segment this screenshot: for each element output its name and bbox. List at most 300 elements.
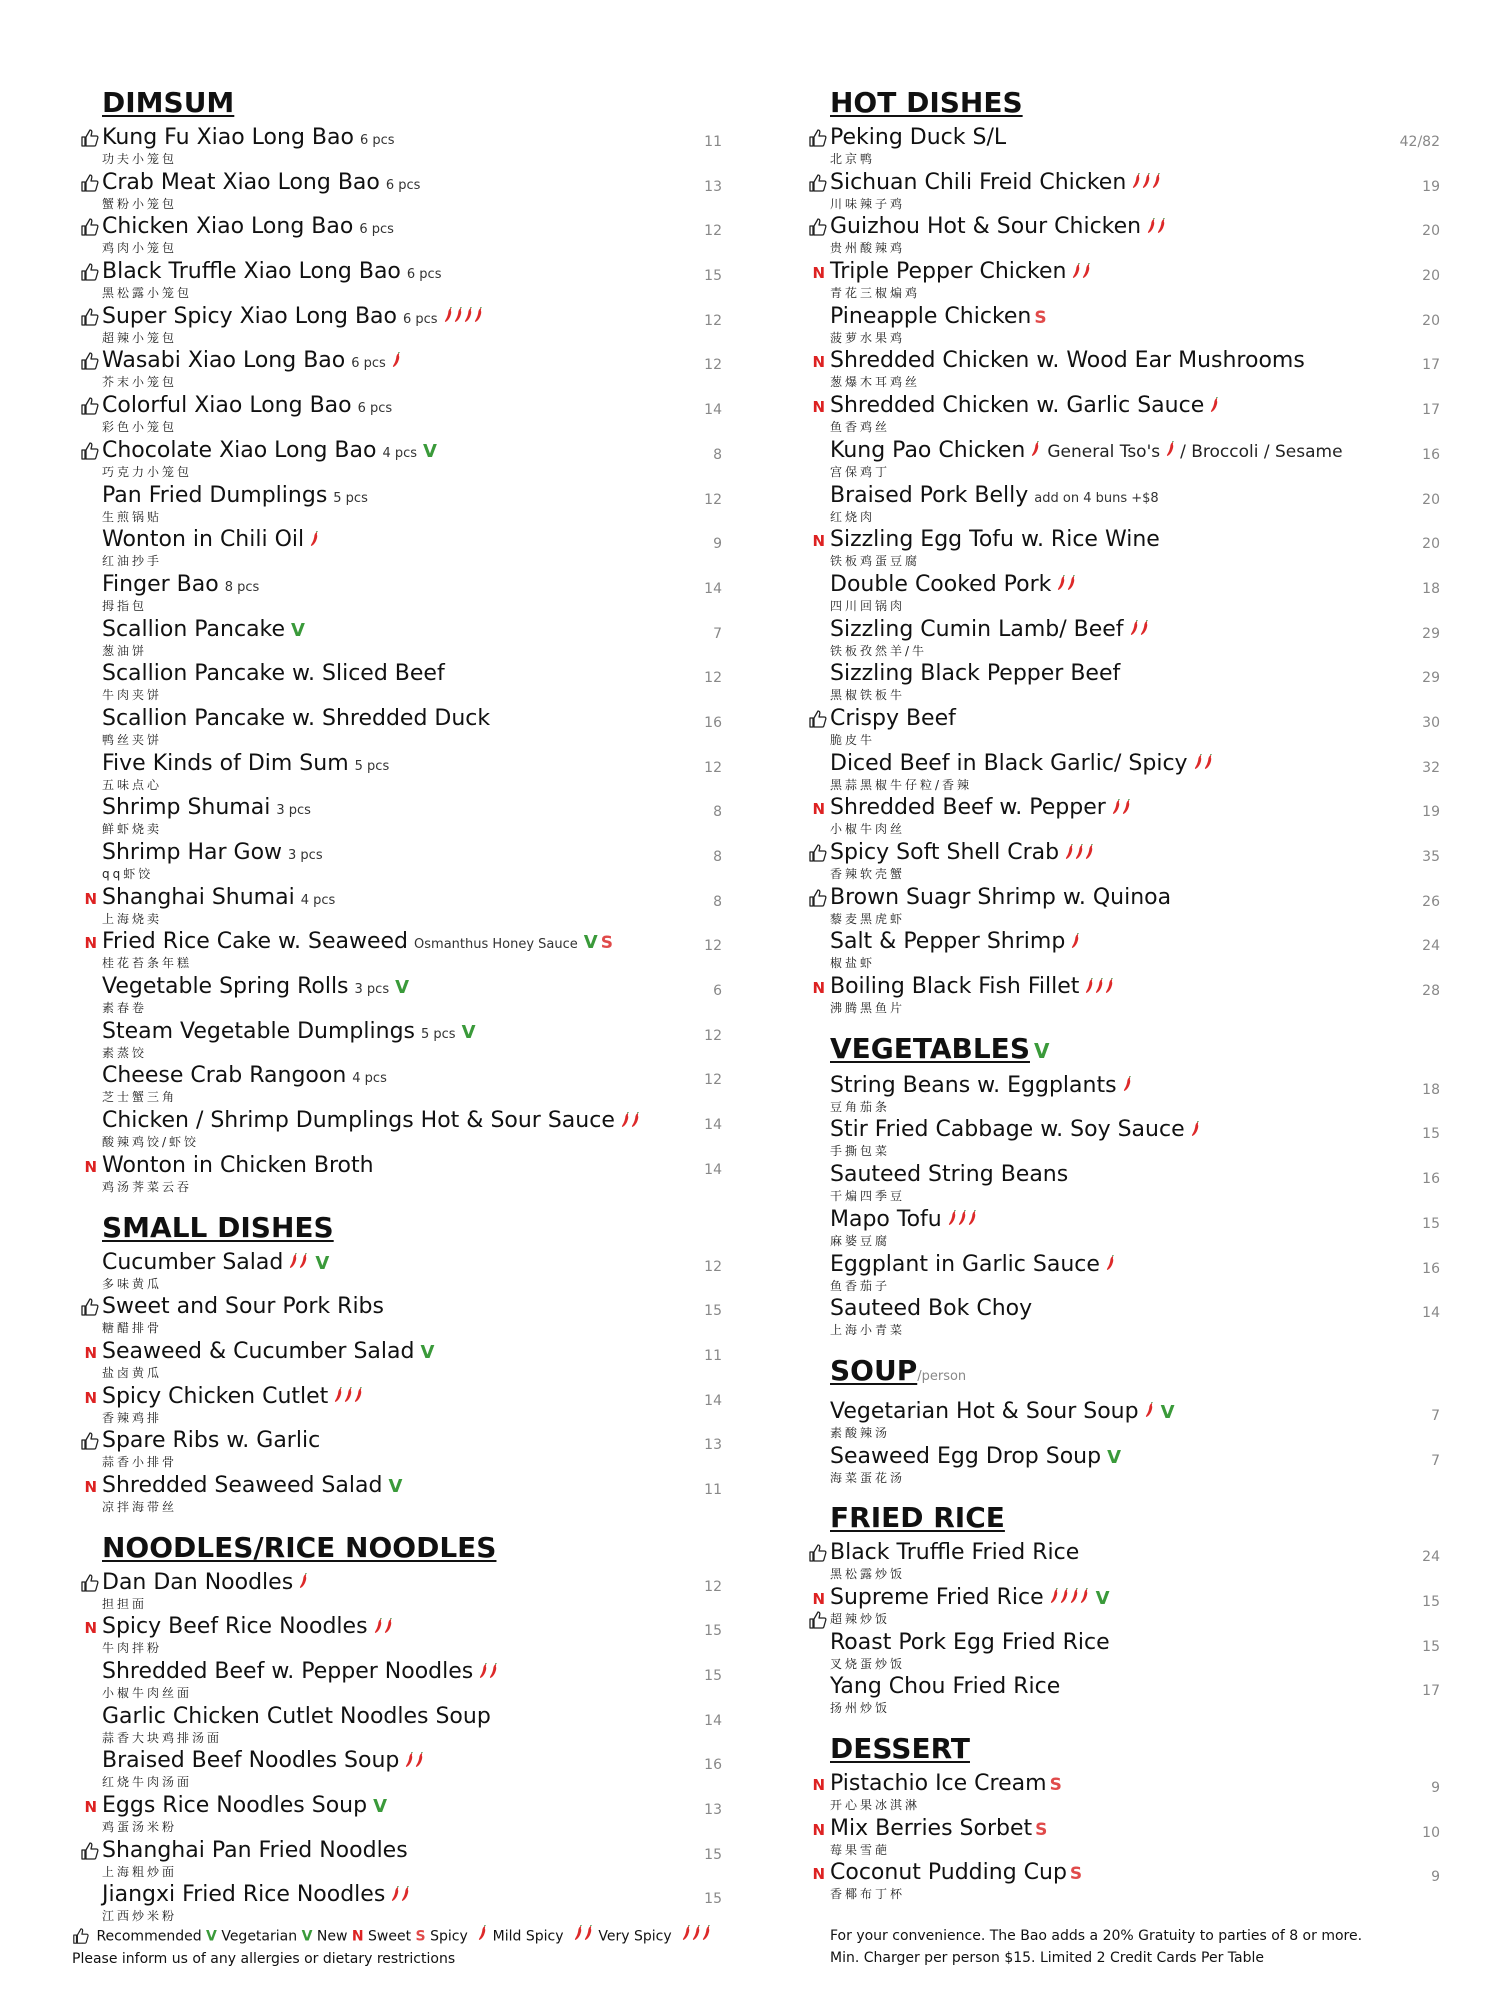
section-title (830, 1732, 1440, 1766)
menu-item (800, 884, 1440, 929)
item-chinese-name: 糖醋排骨 (102, 1321, 163, 1336)
item-price: 20 (1422, 491, 1440, 508)
item-line (830, 884, 1440, 912)
item-chinese-name: 蒜香小排骨 (102, 1455, 178, 1470)
item-price: 24 (1422, 938, 1440, 955)
item-markers (66, 262, 100, 284)
item-chinese-name: 黑松露炒饭 (830, 1567, 906, 1582)
item-markers (66, 1751, 100, 1773)
item-price: 20 (1422, 268, 1440, 285)
menu-item (800, 1072, 1440, 1117)
sweet-mark: S (1034, 307, 1047, 328)
item-name: Cucumber Salad (102, 1249, 284, 1275)
item-line (102, 303, 722, 331)
item-markers (794, 1402, 828, 1424)
item-markers (794, 620, 828, 642)
item-price: 20 (1422, 536, 1440, 553)
menu-item (800, 1815, 1440, 1860)
menu-item (800, 794, 1440, 839)
item-price: 12 (704, 312, 722, 329)
menu-item (800, 303, 1440, 348)
vegetarian-mark: V (423, 440, 437, 462)
item-markers (794, 709, 828, 731)
thumbs-up-icon (80, 307, 100, 327)
menu-item (72, 1472, 722, 1517)
chili-pepper-icon (1147, 215, 1167, 243)
chili-pepper-icon (299, 1570, 309, 1598)
item-line (102, 1569, 722, 1597)
item-name: Kung Fu Xiao Long Bao (102, 125, 354, 150)
item-chinese-name: 红油抄手 (102, 554, 163, 569)
item-markers (66, 1476, 100, 1498)
item-price: 9 (1431, 1780, 1440, 1796)
item-line (830, 794, 1440, 822)
legend-veg-mark: V (206, 1928, 217, 1945)
new-mark: N (812, 1820, 825, 1839)
item-chinese-name: 功夫小笼包 (102, 152, 178, 166)
item-line (830, 1398, 1440, 1426)
item-name: Shredded Seaweed Salad (102, 1472, 383, 1498)
section-title-text: DESSERT (830, 1732, 970, 1765)
menu-item (72, 1338, 722, 1383)
menu-item (800, 705, 1440, 750)
item-name: Braised Beef Noodles Soup (102, 1748, 400, 1774)
item-price: 42/82 (1399, 134, 1440, 150)
item-name: Five Kinds of Dim Sum (102, 750, 349, 776)
item-name: Shredded Beef w. Pepper (830, 795, 1106, 821)
item-name: Yang Chou Fried Rice (830, 1674, 1061, 1700)
thumbs-up-icon (808, 128, 828, 148)
chili-pepper-icon (478, 1925, 488, 1948)
item-markers (66, 486, 100, 508)
menu-item (72, 1107, 722, 1152)
item-name: Wonton in Chicken Broth (102, 1152, 374, 1178)
item-line (830, 1584, 1440, 1612)
item-line (830, 169, 1440, 197)
legend-new: New (316, 1928, 348, 1945)
chili-pepper-icon (948, 1207, 978, 1235)
chili-pepper-icon (1194, 751, 1214, 779)
item-price: 14 (704, 1117, 722, 1134)
item-markers (66, 932, 100, 954)
item-chinese-name: 麻婆豆腐 (830, 1233, 891, 1248)
item-line (102, 1107, 722, 1135)
legend-veg-mark: V (301, 1928, 313, 1945)
chili-pepper-icon (479, 1660, 499, 1688)
item-price: 8 (713, 804, 722, 821)
new-mark: N (84, 1388, 97, 1407)
item-name: Coconut Pudding Cup (830, 1860, 1067, 1886)
sweet-mark: S (1035, 1819, 1048, 1840)
menu-item (800, 1206, 1440, 1251)
item-chinese-name: 铁板孜然羊/牛 (830, 643, 928, 658)
item-name: Eggs Rice Noodles Soup (102, 1793, 368, 1819)
menu-item (72, 1152, 722, 1197)
menu-item (72, 124, 722, 169)
section-title-suffix: /person (917, 1368, 967, 1384)
item-name: Shanghai Shumai (102, 884, 295, 910)
item-portion: 4 pcs (300, 892, 336, 908)
item-chinese-name: 黑松露小笼包 (102, 286, 193, 301)
item-name: Shredded Chicken w. Wood Ear Mushrooms (830, 348, 1305, 374)
item-chinese-name: 黑椒铁板牛 (830, 688, 906, 703)
item-line (102, 124, 722, 152)
item-line (830, 1443, 1440, 1471)
menu-item (800, 616, 1440, 661)
sweet-mark: S (1069, 1864, 1083, 1885)
item-portion: 6 pcs (385, 177, 421, 193)
item-portion: 6 pcs (351, 356, 386, 372)
chili-pepper-icon (334, 1384, 364, 1412)
item-markers (66, 1707, 100, 1729)
item-line (102, 1703, 722, 1731)
legend (72, 1925, 712, 1970)
item-chinese-name: 贵州酸辣鸡 (830, 241, 906, 256)
item-markers (794, 1076, 828, 1098)
item-price: 24 (1422, 1549, 1440, 1566)
item-line (102, 616, 722, 644)
section-title (830, 86, 1440, 120)
item-line (102, 526, 722, 554)
item-line (102, 482, 722, 510)
item-portion: 6 pcs (406, 267, 442, 283)
chili-pepper-icon (1071, 930, 1081, 958)
item-chinese-name: 素蒸饺 (102, 1045, 148, 1060)
item-chinese-name: 北京鸭 (830, 152, 876, 166)
new-mark: N (812, 1589, 825, 1608)
gratuity-notice (830, 1925, 1362, 1969)
item-chinese-name: 手撕包菜 (830, 1144, 891, 1159)
item-chinese-name: 鱼香茄子 (830, 1278, 891, 1293)
item-markers (66, 1662, 100, 1684)
menu-item (72, 1881, 722, 1926)
chili-pepper-icon (1132, 170, 1162, 198)
menu-item (72, 839, 722, 884)
item-line (102, 794, 722, 822)
item-markers (794, 1120, 828, 1142)
item-chinese-name: 鸡肉小笼包 (102, 241, 178, 256)
item-name: Supreme Fried Rice (830, 1584, 1044, 1610)
item-name: Diced Beef in Black Garlic/ Spicy (830, 750, 1188, 776)
item-price: 17 (1422, 402, 1440, 419)
new-mark: N (84, 1619, 97, 1638)
thumbs-up-icon (80, 441, 100, 461)
menu-item (72, 526, 722, 571)
thumbs-up-icon (808, 709, 828, 729)
menu-item (800, 973, 1440, 1018)
menu-item (72, 1427, 722, 1472)
item-price: 15 (1422, 1638, 1440, 1655)
item-name: Shredded Beef w. Pepper Noodles (102, 1659, 474, 1684)
item-markers (794, 888, 828, 910)
menu-item (800, 1629, 1440, 1674)
menu-item (800, 392, 1440, 437)
item-line (102, 1881, 722, 1909)
item-markers (66, 620, 100, 642)
item-name: Wonton in Chili Oil (102, 527, 305, 553)
item-name: Eggplant in Garlic Sauce (830, 1251, 1100, 1277)
thumbs-up-icon (808, 843, 828, 863)
section-title-text: HOT DISHES (830, 86, 1023, 119)
thumbs-up-icon (808, 173, 828, 193)
item-name: Scallion Pancake w. Sliced Beef (102, 661, 445, 687)
menu-item (72, 1569, 722, 1614)
item-chinese-name: 红烧肉 (830, 509, 876, 524)
item-markers (794, 1210, 828, 1232)
item-price: 14 (704, 1161, 722, 1178)
item-price: 20 (1422, 312, 1440, 329)
item-line (102, 437, 722, 465)
item-price: 18 (1422, 1081, 1440, 1098)
item-chinese-name: 黑蒜黑椒牛仔粒/香辣 (830, 777, 973, 792)
item-markers (66, 1617, 100, 1639)
item-chinese-name: 凉拌海带丝 (102, 1499, 178, 1514)
item-name: Brown Suagr Shrimp w. Quinoa (830, 884, 1172, 910)
item-line (830, 973, 1440, 1001)
menu-item (72, 258, 722, 303)
chili-pepper-icon (1166, 438, 1176, 466)
item-chinese-name: 拇指包 (102, 598, 148, 613)
item-price: 17 (1422, 357, 1440, 374)
item-chinese-name: 葱爆木耳鸡丝 (830, 375, 921, 390)
menu-item (72, 928, 722, 973)
item-line (830, 1673, 1440, 1701)
item-price: 15 (704, 268, 722, 285)
item-line (830, 1770, 1440, 1798)
item-markers (794, 351, 828, 373)
item-markers (66, 1156, 100, 1178)
legend-mild-spicy: Mild Spicy (492, 1928, 564, 1945)
item-line (830, 347, 1440, 375)
section-title (830, 1501, 1440, 1535)
section-title (102, 86, 722, 120)
item-markers (66, 1253, 100, 1275)
item-name: Garlic Chicken Cutlet Noodles Soup (102, 1703, 491, 1729)
vegetarian-mark: V (395, 977, 410, 999)
item-price: 7 (713, 625, 722, 642)
item-name: Wasabi Xiao Long Bao (102, 348, 346, 374)
item-line (102, 1018, 722, 1046)
item-name: Stir Fried Cabbage w. Soy Sauce (830, 1117, 1185, 1143)
item-chinese-name: 香辣鸡排 (102, 1410, 163, 1425)
item-price: 13 (704, 1437, 722, 1454)
item-markers (794, 1863, 828, 1885)
item-markers (794, 1165, 828, 1187)
right-column (800, 72, 1440, 1904)
menu-item (72, 437, 722, 482)
item-line (830, 1815, 1440, 1843)
item-line (102, 1472, 722, 1500)
item-name: Mapo Tofu (830, 1206, 942, 1232)
item-name: Chocolate Xiao Long Bao (102, 437, 377, 463)
item-line (102, 1613, 722, 1641)
item-portion: 6 pcs (402, 311, 438, 327)
item-markers (66, 1022, 100, 1044)
item-portion: 5 pcs (333, 490, 368, 506)
menu-item (72, 884, 722, 929)
chili-pepper-icon (1145, 1399, 1155, 1427)
sweet-mark: S (1049, 1775, 1062, 1795)
new-mark: N (812, 1865, 825, 1884)
item-price: 30 (1422, 714, 1440, 731)
item-name: Salt & Pepper Shrimp (830, 929, 1066, 955)
thumbs-up-icon (80, 1573, 100, 1593)
item-line (830, 1206, 1440, 1234)
item-line (830, 1629, 1440, 1657)
item-line (102, 1658, 722, 1686)
legend-sweet: Sweet (368, 1928, 412, 1945)
item-chinese-name: 莓果雪葩 (830, 1842, 891, 1857)
item-price: 15 (704, 1623, 722, 1640)
item-markers (794, 1677, 828, 1699)
item-markers (794, 441, 828, 463)
item-markers (66, 843, 100, 865)
chili-pepper-icon (574, 1925, 594, 1948)
item-markers (66, 1841, 100, 1863)
item-chinese-name: 担担面 (102, 1596, 148, 1611)
menu-item (800, 1398, 1440, 1443)
item-name: Roast Pork Egg Fried Rice (830, 1629, 1110, 1655)
item-line (830, 437, 1440, 465)
item-chinese-name: 川味辣子鸡 (830, 196, 906, 211)
item-chinese-name: 芥末小笼包 (102, 375, 178, 390)
item-line (830, 616, 1440, 644)
vegetarian-mark: V (461, 1021, 476, 1043)
menu-item (72, 571, 722, 616)
menu-item (800, 1443, 1440, 1488)
item-price: 16 (1422, 1260, 1440, 1277)
item-price: 14 (704, 402, 722, 419)
item-name: Double Cooked Pork (830, 571, 1052, 597)
legend-new-mark: N (351, 1928, 364, 1945)
menu-item (72, 616, 722, 661)
section-title-text: NOODLES/RICE NOODLES (102, 1530, 497, 1564)
item-markers (794, 1819, 828, 1841)
item-line (830, 482, 1440, 510)
item-name: Sauteed Bok Choy (830, 1296, 1033, 1322)
item-price: 10 (1422, 1824, 1440, 1841)
item-price: 15 (1422, 1126, 1440, 1143)
item-line (830, 1295, 1440, 1323)
item-line (102, 973, 722, 1001)
new-mark: N (84, 1798, 97, 1817)
item-markers (794, 486, 828, 508)
item-price: 16 (704, 1757, 722, 1774)
thumbs-up-icon (80, 262, 100, 282)
item-chinese-name: 蟹粉小笼包 (102, 196, 178, 211)
item-line (830, 928, 1440, 956)
chili-pepper-icon (392, 349, 402, 377)
item-markers (794, 128, 828, 150)
item-name: Colorful Xiao Long Bao (102, 393, 352, 419)
new-mark: N (84, 1477, 97, 1496)
vegetarian-mark: V (373, 1796, 388, 1818)
menu-item (72, 482, 722, 527)
new-mark: N (84, 889, 97, 908)
vegetarian-mark: V (291, 619, 305, 641)
item-name: Braised Pork Belly (830, 482, 1029, 508)
item-name: String Beans w. Eggplants (830, 1072, 1117, 1098)
item-price: 15 (704, 1891, 722, 1908)
item-chinese-name: 干煸四季豆 (830, 1189, 906, 1204)
item-line (830, 1161, 1440, 1189)
item-line (102, 705, 722, 733)
item-markers (794, 843, 828, 865)
item-markers (794, 1299, 828, 1321)
allergy-notice: Please inform us of any allergies or dietary restrictions (72, 1951, 456, 1967)
item-price: 11 (704, 1347, 722, 1364)
thumbs-up-icon (72, 1927, 92, 1947)
item-price: 12 (704, 357, 722, 374)
chili-pepper-icon (1050, 1585, 1090, 1613)
item-line (830, 571, 1440, 599)
item-name: Super Spicy Xiao Long Bao (102, 303, 397, 329)
item-name: Chicken / Shrimp Dumplings Hot & Sour Sauce (102, 1108, 615, 1134)
item-price: 12 (704, 491, 722, 508)
item-chinese-name: 脆皮牛 (830, 732, 876, 747)
item-markers (66, 441, 100, 463)
menu-item (72, 1658, 722, 1703)
item-price: 14 (704, 1712, 722, 1729)
item-chinese-name: 鱼香鸡丝 (830, 420, 891, 435)
item-markers (66, 1796, 100, 1818)
item-price: 28 (1422, 983, 1440, 1000)
item-chinese-name: 开心果冰淇淋 (830, 1798, 921, 1812)
item-name: Dan Dan Noodles (102, 1569, 294, 1595)
menu-item (800, 437, 1440, 482)
menu-item (800, 1539, 1440, 1584)
item-price: 11 (704, 1481, 722, 1498)
item-markers (794, 754, 828, 776)
item-line (102, 392, 722, 420)
item-portion: 6 pcs (359, 133, 395, 148)
vegetarian-mark: V (1033, 1038, 1050, 1063)
section-title-text: DIMSUM (102, 86, 235, 119)
menu-item (800, 258, 1440, 303)
item-name: Seaweed & Cucumber Salad (102, 1338, 415, 1364)
item-markers (66, 173, 100, 195)
item-name: Sichuan Chili Freid Chicken (830, 169, 1127, 195)
menu-item (72, 750, 722, 795)
item-name: Crispy Beef (830, 705, 956, 731)
item-name: Shrimp Shumai (102, 795, 271, 821)
item-line (830, 1072, 1440, 1100)
item-markers (794, 307, 828, 329)
menu-item (72, 1249, 722, 1294)
item-markers (794, 977, 828, 999)
new-mark: N (84, 1157, 97, 1176)
item-price: 12 (704, 938, 722, 955)
menu-item (800, 660, 1440, 705)
item-portion: 4 pcs (352, 1071, 387, 1087)
chili-pepper-icon (1106, 1252, 1116, 1280)
vegetarian-mark: V (420, 1341, 435, 1363)
item-portion: 5 pcs (354, 758, 390, 774)
item-name: Crab Meat Xiao Long Bao (102, 169, 380, 195)
item-markers (66, 351, 100, 373)
item-line (102, 1427, 722, 1455)
menu-item (800, 169, 1440, 214)
item-line (102, 1338, 722, 1366)
item-price: 17 (1422, 1683, 1440, 1700)
item-name: Vegetable Spring Rolls (102, 974, 349, 1000)
item-price: 14 (704, 580, 722, 597)
menu-item (72, 660, 722, 705)
item-markers (66, 396, 100, 418)
item-price: 16 (704, 714, 722, 731)
item-name: Steam Vegetable Dumplings (102, 1018, 415, 1044)
menu-item (72, 1018, 722, 1063)
